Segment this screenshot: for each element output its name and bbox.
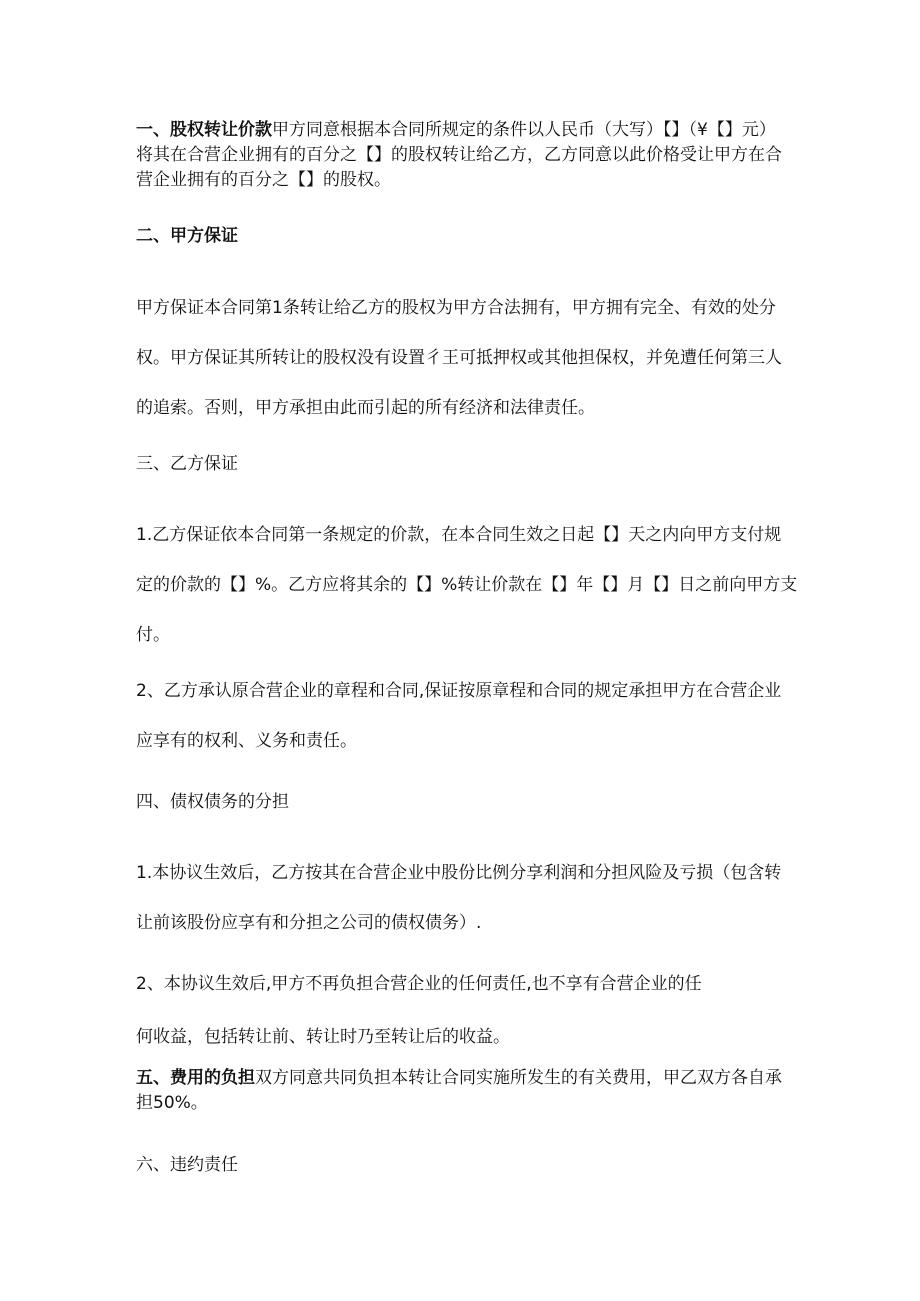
- section-4-paragraph-1: [136, 848, 796, 948]
- section-1-heading: 一、股权转让价款: [136, 120, 272, 140]
- section-6-heading: 六、违约责任: [136, 1155, 238, 1175]
- section-4-p1-line-1: 1.本协议生效后，乙方按其在合营企业中股份比例分享利润和分担风险及亏损（包含转: [136, 863, 782, 883]
- section-4-heading: 四、债权债务的分担: [136, 792, 289, 812]
- section-5-text-line-2: 担50%。: [136, 1093, 208, 1113]
- section-2-body: [136, 283, 796, 433]
- section-4-p2-line-2: 何收益，包括转让前、转让时乃至转让后的收益。: [136, 1027, 510, 1047]
- section-2-text-line-1: 甲方保证本合同第1条转让给乙方的股权为甲方合法拥有，甲方拥有完全、有效的处分: [136, 298, 776, 318]
- section-4-p2-line-1: 2、本协议生效后,甲方不再负担合营企业的任何责任,也不享有合营企业的任: [136, 974, 702, 994]
- section-3-p1-line-1: 1.乙方保证依本合同第一条规定的价款，在本合同生效之日起【】天之内向甲方支付规: [136, 525, 782, 545]
- section-3-heading: 三、乙方保证: [136, 454, 238, 474]
- section-2-text-line-3: 的追索。否则，甲方承担由此而引起的所有经济和法律责任。: [136, 398, 595, 418]
- section-5-heading: 五、费用的负担: [136, 1068, 255, 1088]
- section-2-heading: 二、甲方保证: [136, 226, 238, 246]
- section-5-fees: [136, 1066, 796, 1116]
- section-3-p2-line-2: 应享有的权利、义务和责任。: [136, 731, 357, 751]
- section-3-p1-line-2: 定的价款的【】%。乙方应将其余的【】%转让价款在【】年【】月【】日之前向甲方支: [136, 575, 798, 595]
- section-1-price: [136, 118, 796, 193]
- section-3-p1-line-3: 付。: [136, 625, 170, 645]
- section-3-paragraph-1: [136, 510, 796, 660]
- section-4-p1-line-2: 让前该股份应享有和分担之公司的债权债务）.: [136, 913, 482, 933]
- section-1-text-line-3: 营企业拥有的百分之【】的股权。: [136, 170, 391, 190]
- section-3-p2-line-1: 2、乙方承认原合营企业的章程和合同,保证按原章程和合同的规定承担甲方在合营企业: [136, 681, 782, 701]
- section-1-text-line-1: 甲方同意根据本合同所规定的条件以人民币（大写）【】（¥【】元）: [272, 120, 776, 140]
- section-2-text-line-2: 权。甲方保证其所转让的股权没有设置彳王可抵押权或其他担保权，并免遭任何第三人: [136, 348, 782, 368]
- section-1-text-line-2: 将其在合营企业拥有的百分之【】的股权转让给乙方，乙方同意以此价格受让甲方在合: [136, 145, 782, 165]
- section-5-text-line-1: 双方同意共同负担本转让合同实施所发生的有关费用，甲乙双方各自承: [255, 1068, 782, 1088]
- section-3-paragraph-2: [136, 666, 796, 766]
